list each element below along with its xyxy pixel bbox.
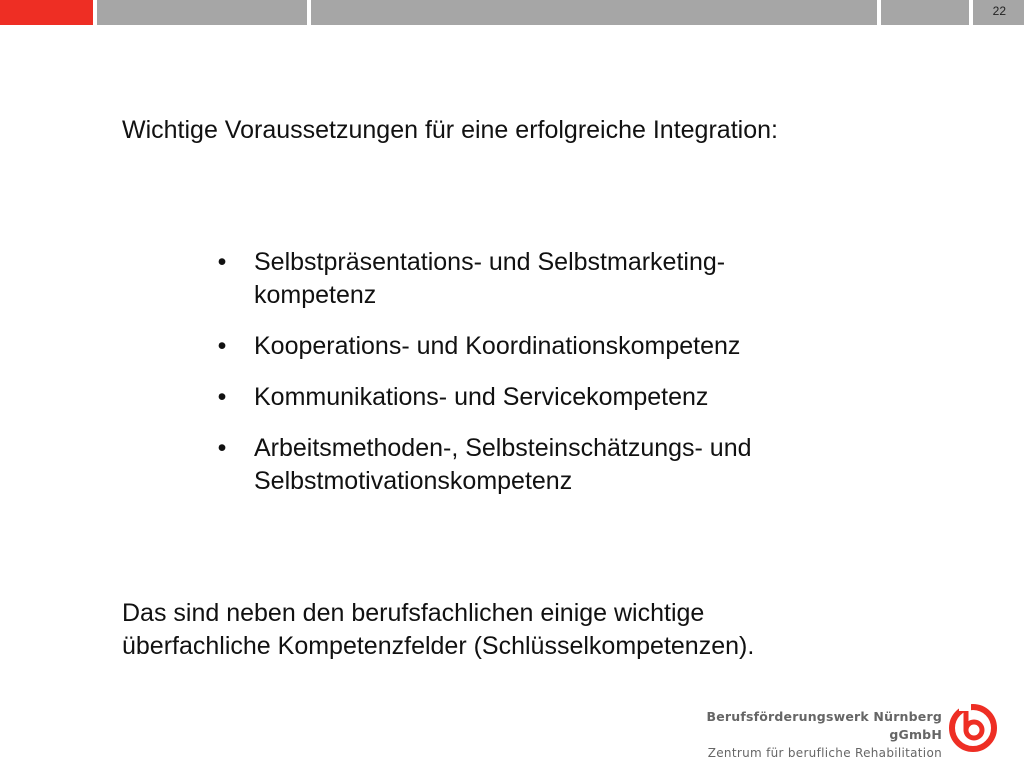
- header-bar-segment: [311, 0, 877, 25]
- bullet-icon: •: [217, 332, 227, 360]
- bullet-item: [212, 330, 932, 363]
- bullet-item: [212, 381, 932, 414]
- header-bar-segment: [881, 0, 969, 25]
- bullet-item: [212, 432, 932, 498]
- bullet-icon: •: [217, 383, 227, 411]
- bullet-text-line: Selbstpräsentations- und Selbstmarketing-: [254, 248, 726, 276]
- header-bar: [0, 0, 1024, 25]
- page-number: 22: [992, 4, 1006, 18]
- bullet-text-line: Selbstmotivationskompetenz: [254, 467, 573, 495]
- organization-name: Berufsförderungswerk Nürnberg gGmbH: [706, 709, 942, 742]
- logo-text: [664, 708, 942, 762]
- header-bar-segment: [97, 0, 307, 25]
- closing-line: Das sind neben den berufsfachlichen einige wichtige: [122, 599, 705, 627]
- bullet-text-line: Kommunikations- und Servicekompetenz: [254, 383, 709, 411]
- footer-logo: [664, 700, 1014, 760]
- slide-heading: Wichtige Voraussetzungen für eine erfolgreiche Integration:: [122, 116, 778, 144]
- header-bar-accent-segment: [0, 0, 93, 25]
- bullet-icon: •: [217, 434, 227, 462]
- bullet-text-line: Arbeitsmethoden-, Selbsteinschätzungs- und: [254, 434, 752, 462]
- bullet-icon: •: [217, 248, 227, 276]
- bfw-logo-icon: [947, 700, 999, 752]
- closing-line: überfachliche Kompetenzfelder (Schlüsselkompetenzen).: [122, 632, 755, 660]
- bullet-text-line: Kooperations- und Koordinationskompetenz: [254, 332, 741, 360]
- bullet-list: [212, 246, 932, 516]
- closing-paragraph: [122, 597, 982, 663]
- organization-subtitle: Zentrum für berufliche Rehabilitation: [707, 746, 942, 760]
- bullet-text-line: kompetenz: [254, 281, 377, 309]
- bullet-item: [212, 246, 932, 312]
